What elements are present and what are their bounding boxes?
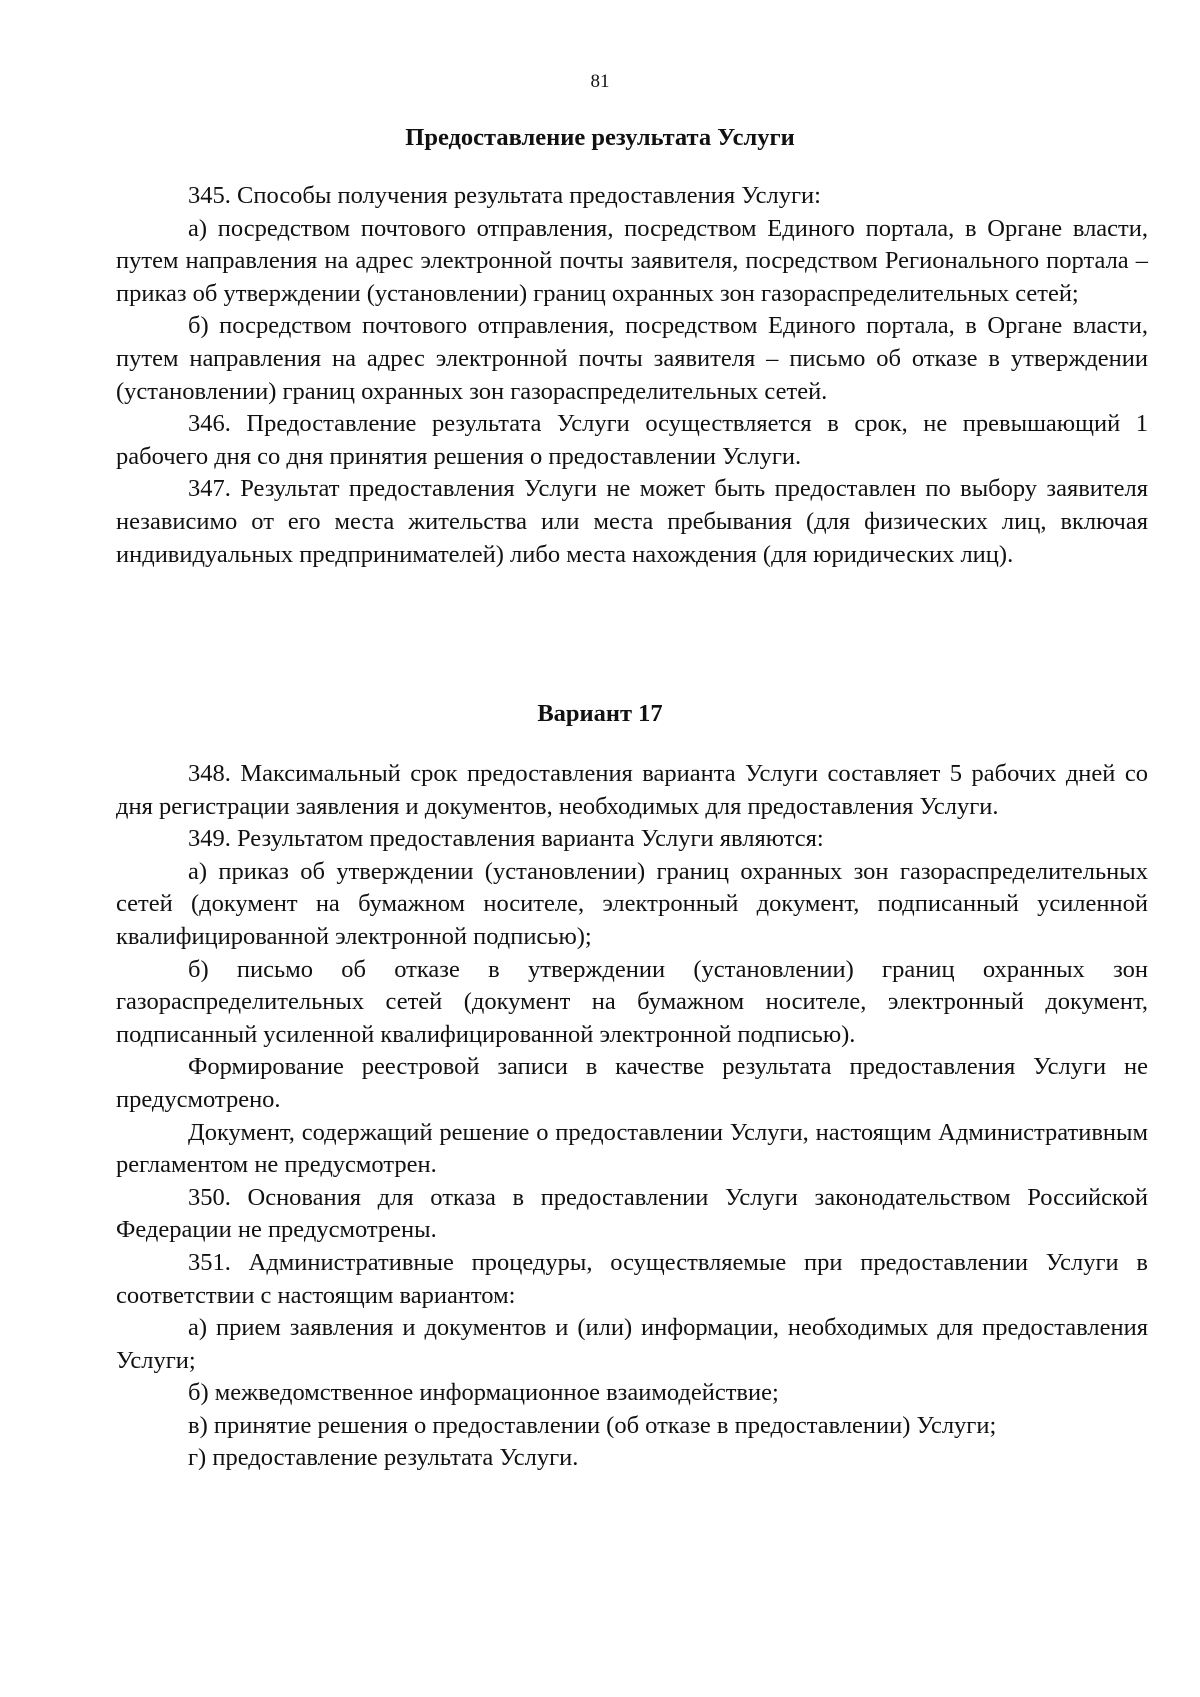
paragraph-350: 350. Основания для отказа в предоставлении Услуги законодательством Российской Федерации не предусмотрены.: [116, 1183, 1148, 1244]
paragraph-349-b: б) письмо об отказе в утверждении (установлении) границ охранных зон газораспределительных сетей (документ на бумажном носителе, электронный документ, подписанный усиленной квалифицированной электронной подписью).: [116, 955, 1148, 1048]
paragraph-351-d: г) предоставление результата Услуги.: [188, 1444, 579, 1472]
paragraph-351-b: б) межведомственное информационное взаимодействие;: [188, 1379, 779, 1407]
paragraph-347: 347. Результат предоставления Услуги не может быть предоставлен по выбору заявителя независимо от его места жительства или места пребывания (для физических лиц, включая индивидуальных предпринимателей) либо места нахождения (для юридических лиц).: [116, 475, 1148, 568]
section-variant-17-body: [116, 758, 1148, 1475]
paragraph-349-a: а) приказ об утверждении (установлении) границ охранных зон газораспределительных сетей (документ на бумажном носителе, электронный документ, подписанный усиленной квалифицированной электронной подписью);: [116, 857, 1148, 950]
paragraph-351: 351. Административные процедуры, осуществляемые при предоставлении Услуги в соответствии с настоящим вариантом:: [116, 1248, 1148, 1309]
paragraph-345: 345. Способы получения результата предоставления Услуги:: [188, 182, 821, 209]
paragraph-351-c: в) принятие решения о предоставлении (об отказе в предоставлении) Услуги;: [188, 1411, 997, 1439]
paragraph-351-a: а) прием заявления и документов и (или) информации, необходимых для предоставления Услуги;: [116, 1314, 1148, 1374]
section-title-result-provision: Предоставление результата Услуги: [405, 124, 795, 151]
paragraph-348: 348. Максимальный срок предоставления варианта Услуги составляет 5 рабочих дней со дня регистрации заявления и документов, необходимых для предоставления Услуги.: [116, 760, 1148, 820]
section-result-provision-body: [116, 180, 1148, 571]
section-title-variant-17: Вариант 17: [537, 700, 663, 727]
paragraph-346: 346. Предоставление результата Услуги осуществляется в срок, не превышающий 1 рабочего дня со дня принятия решения о предоставлении Услуги.: [116, 410, 1148, 470]
paragraph-345-a: а) посредством почтового отправления, посредством Единого портала, в Органе власти, путем направления на адрес электронной почты заявителя, посредством Регионального портала – приказ об утверждении (установлении) границ охранных зон газораспределительных сетей;: [116, 214, 1148, 307]
page-number: 81: [590, 71, 610, 92]
paragraph-345-b: б) посредством почтового отправления, посредством Единого портала, в Органе власти, путем направления на адрес электронной почты заявителя – письмо об отказе в утверждении (установлении) границ охранных зон газораспределительных сетей.: [116, 312, 1148, 405]
paragraph-registry-record: Формирование реестровой записи в качестве результата предоставления Услуги не предусмотрено.: [116, 1053, 1148, 1113]
paragraph-349: 349. Результатом предоставления варианта Услуги являются:: [188, 825, 824, 853]
paragraph-decision-document: Документ, содержащий решение о предоставлении Услуги, настоящим Административным регламентом не предусмотрен.: [116, 1118, 1148, 1179]
